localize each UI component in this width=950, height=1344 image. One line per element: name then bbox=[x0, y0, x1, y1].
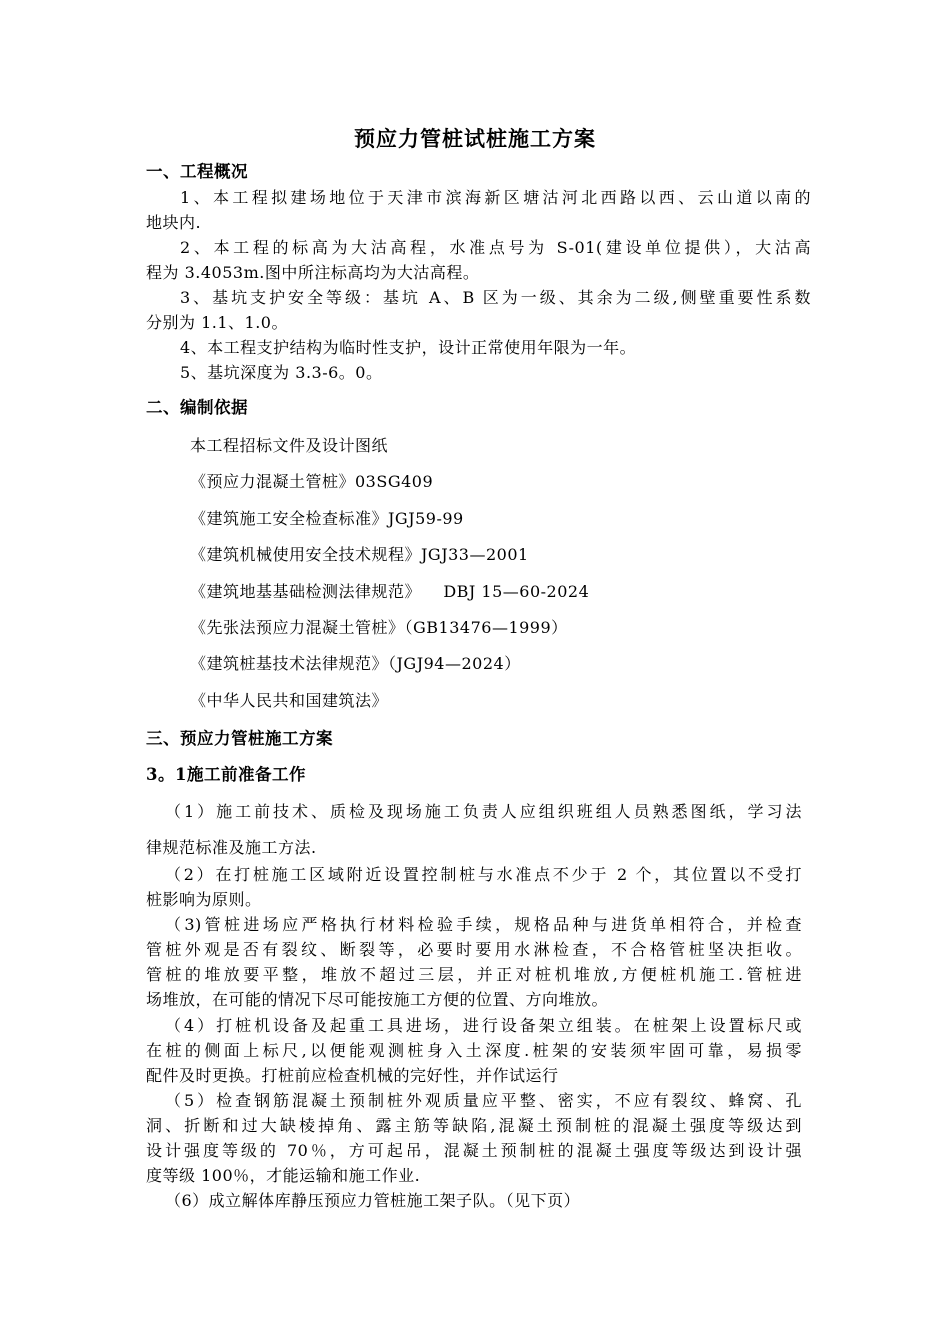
section-1-heading: 一、工程概况 bbox=[146, 162, 248, 181]
s1-item-3-line-1: 3、基坑支护安全等级：基坑 A、B 区为一级、其余为二级,侧壁重要性系数 bbox=[180, 288, 811, 307]
s31-item-5-line-1: （5）检查钢筋混凝土预制桩外观质量应平整、密实，不应有裂纹、蜂窝、孔 bbox=[165, 1091, 802, 1110]
s1-item-1-line-2: 地块内. bbox=[146, 213, 202, 232]
s31-item-4-line-3: 配件及时更换。打桩前应检查机械的完好性，并作试运行 bbox=[146, 1066, 559, 1085]
section-3-heading: 三、预应力管桩施工方案 bbox=[146, 729, 333, 748]
s1-item-3-line-2: 分别为 1.1、1.0。 bbox=[146, 313, 288, 332]
s1-item-2-line-2: 程为 3.4053m.图中所注标高均为大沽高程。 bbox=[146, 263, 480, 282]
section-2-heading: 二、编制依据 bbox=[146, 398, 248, 417]
reference-item: 《预应力混凝土管桩》03SG409 bbox=[190, 472, 434, 491]
s31-item-2-line-2: 桩影响为原则。 bbox=[146, 890, 262, 909]
s31-item-5-line-3: 设计强度等级的 70％，方可起吊，混凝土预制桩的混凝土强度等级达到设计强 bbox=[146, 1141, 802, 1160]
reference-item: 本工程招标文件及设计图纸 bbox=[190, 436, 389, 455]
reference-item: 《建筑地基基础检测法律规范》 DBJ 15—60-2024 bbox=[190, 582, 590, 601]
document-title: 预应力管桩试桩施工方案 bbox=[354, 126, 596, 151]
s1-item-1-line-1: 1、本工程拟建场地位于天津市滨海新区塘沽河北西路以西、云山道以南的 bbox=[180, 188, 811, 207]
s31-item-1-line-1: （1）施工前技术、质检及现场施工负责人应组织班组人员熟悉图纸，学习法 bbox=[165, 802, 802, 821]
s31-item-6: （6）成立解体库静压预应力管桩施工架子队。（见下页） bbox=[165, 1191, 581, 1210]
s1-item-2-line-1: 2、本工程的标高为大沽高程，水准点号为 S-01(建设单位提供），大沽高 bbox=[180, 238, 811, 257]
s1-item-5: 5、基坑深度为 3.3-6。0。 bbox=[180, 363, 383, 382]
s1-item-4: 4、本工程支护结构为临时性支护，设计正常使用年限为一年。 bbox=[180, 338, 637, 357]
s31-item-5-line-2: 洞、折断和过大缺棱掉角、露主筋等缺陷,混凝土预制桩的混凝土强度等级达到 bbox=[146, 1116, 802, 1135]
s31-item-3-line-3: 管桩的堆放要平整，堆放不超过三层，并正对桩机堆放,方便桩机施工.管桩进 bbox=[146, 965, 802, 984]
s31-item-1-line-2: 律规范标准及施工方法. bbox=[146, 838, 317, 857]
reference-item: 《中华人民共和国建筑法》 bbox=[190, 691, 389, 710]
s31-item-3-line-4: 场堆放，在可能的情况下尽可能按施工方便的位置、方向堆放。 bbox=[146, 990, 609, 1009]
s31-item-3-line-2: 管桩外观是否有裂纹、断裂等，必要时要用水淋检查，不合格管桩坚决拒收。 bbox=[146, 940, 802, 959]
s31-item-4-line-2: 在桩的侧面上标尺,以便能观测桩身入土深度.桩架的安装须牢固可靠，易损零 bbox=[146, 1041, 802, 1060]
s31-item-4-line-1: （4）打桩机设备及起重工具进场，进行设备架立组装。在桩架上设置标尺或 bbox=[165, 1016, 802, 1035]
reference-item: 《建筑施工安全检查标准》JGJ59-99 bbox=[190, 509, 464, 528]
s31-item-3-line-1: （3)管桩进场应严格执行材料检验手续，规格品种与进货单相符合，并检查 bbox=[165, 915, 802, 934]
section-3-1-heading: 3。1施工前准备工作 bbox=[146, 765, 306, 784]
s31-item-2-line-1: （2）在打桩施工区域附近设置控制桩与水准点不少于 2 个，其位置以不受打 bbox=[165, 865, 802, 884]
reference-item: 《建筑桩基技术法律规范》（JGJ94—2024） bbox=[190, 654, 521, 673]
reference-item: 《先张法预应力混凝土管桩》（GB13476—1999） bbox=[190, 618, 568, 637]
reference-item: 《建筑机械使用安全技术规程》JGJ33—2001 bbox=[190, 545, 529, 564]
s31-item-5-line-4: 度等级 100％，才能运输和施工作业. bbox=[146, 1166, 421, 1185]
